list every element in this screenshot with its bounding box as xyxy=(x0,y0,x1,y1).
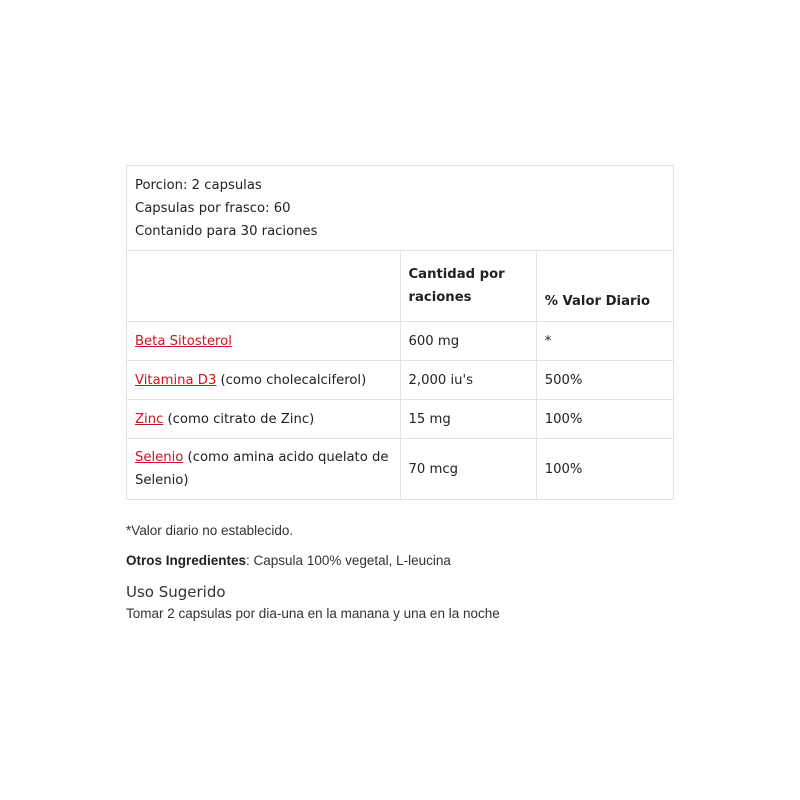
table-row xyxy=(127,400,674,439)
daily-value-footnote: *Valor diario no establecido. xyxy=(126,523,294,538)
daily-value-cell: * xyxy=(536,322,673,361)
daily-value-cell: 100% xyxy=(536,400,673,439)
header-daily-value: % Valor Diario xyxy=(536,251,673,322)
daily-value-cell: 100% xyxy=(536,439,673,500)
nutrient-link-selenio[interactable]: Selenio xyxy=(135,450,184,465)
daily-value-cell: 500% xyxy=(536,361,673,400)
table-row xyxy=(127,322,674,361)
servings-count: Contanido para 30 raciones xyxy=(135,223,318,239)
nutrient-detail: (como cholecalciferol) xyxy=(216,372,367,388)
table-header-row xyxy=(127,251,674,322)
other-ingredients-text: : Capsula 100% vegetal, L-leucina xyxy=(246,553,451,568)
amount-cell: 15 mg xyxy=(400,400,536,439)
header-amount-line2: raciones xyxy=(408,290,472,305)
nutrient-detail: (como citrato de Zinc) xyxy=(163,411,315,427)
header-amount xyxy=(400,251,536,322)
capsules-per-bottle: Capsulas por frasco: 60 xyxy=(135,200,291,216)
table-row xyxy=(127,361,674,400)
supplement-facts xyxy=(126,165,674,622)
nutrient-cell xyxy=(127,400,401,439)
suggested-use-text: Tomar 2 capsulas por dia-una en la manana y una en la noche xyxy=(126,606,500,621)
product-notes xyxy=(126,523,674,622)
nutrient-detail: (como amina acido quelato de Selenio) xyxy=(135,450,389,488)
nutrient-cell xyxy=(127,322,401,361)
table-row xyxy=(127,439,674,500)
portion-info xyxy=(127,166,674,251)
portion-row xyxy=(127,166,674,251)
nutrient-link-zinc[interactable]: Zinc xyxy=(135,411,164,427)
other-ingredients-label: Otros Ingredientes xyxy=(126,553,247,568)
nutrient-cell xyxy=(127,361,401,400)
portion-size: Porcion: 2 capsulas xyxy=(135,177,262,193)
suggested-use-title: Uso Sugerido xyxy=(126,583,226,601)
nutrient-cell xyxy=(127,439,401,500)
header-nutrient xyxy=(127,251,401,322)
header-amount-line1: Cantidad por xyxy=(408,267,505,282)
supplement-facts-table xyxy=(126,165,674,500)
amount-cell: 70 mcg xyxy=(400,439,536,500)
nutrient-link-beta-sitosterol[interactable]: Beta Sitosterol xyxy=(135,333,232,349)
amount-cell: 2,000 iu's xyxy=(400,361,536,400)
amount-cell: 600 mg xyxy=(400,322,536,361)
nutrient-link-vitamina-d3[interactable]: Vitamina D3 xyxy=(135,372,217,388)
other-ingredients xyxy=(126,553,674,569)
